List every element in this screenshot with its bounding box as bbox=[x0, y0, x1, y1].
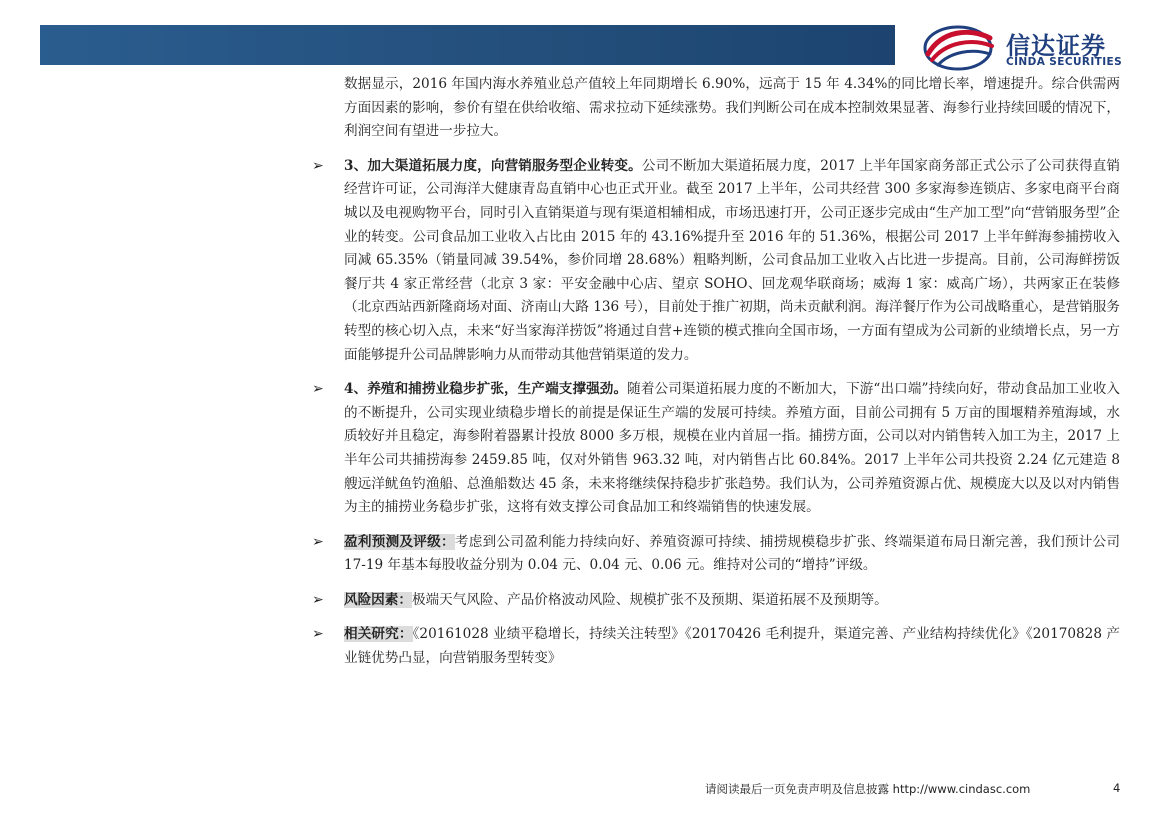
report-body bbox=[312, 73, 1120, 682]
section-title: 盈利预测及评级： bbox=[344, 533, 455, 550]
cinda-logo bbox=[920, 20, 1150, 74]
section-body: 公司不断加大渠道拓展力度，2017 上半年国家商务部正式公示了公司获得直销经营许可证，公司海洋大健康青岛直销中心也正式开业。截至 2017 上半年，公司共经营 300 多家海参连锁店、多家电商平台商城以及电视购物平台，同时引入直销渠道与现有渠道相辅相成，市场迅速打开，公司正逐步完成由“生产加工型”向“营销服务型”企业的转变。公司食品加工业收入占比由 2015 年的 43.16%提升至 2016 年的 51.36%，根据公司 2017 上半年鲜海参捕捞收入同减 65.35%（销量同减 39.54%，参价同增 28.68%）粗略判断，公司食品加工业收入占比进一步提高。目前，公司海鲜捞饭餐厅共 4 家正常经营（北京 3 家：平安金融中心店、望京 SOHO、回龙观华联商场；威海 1 家：威高广场），共两家正在装修（北京西站西新隆商场对面、济南山大路 136 号），目前处于推广初期，尚未贡献利润。海洋餐厅作为公司战略重心，是营销服务转型的核心切入点，未来“好当家海洋捞饭”将通过自营+连锁的模式推向全国市场，一方面有望成为公司新的业绩增长点，另一方面能够提升公司品牌影响力从而带动其他营销渠道的发力。 bbox=[344, 157, 1120, 363]
bullet-arrow-icon: ➢ bbox=[312, 626, 324, 643]
bullet-arrow-icon: ➢ bbox=[312, 381, 324, 398]
cinda-logo-icon bbox=[920, 20, 1000, 74]
header-bar bbox=[40, 25, 895, 65]
section-aquaculture-fishing bbox=[312, 378, 1120, 520]
intro-paragraph: 数据显示，2016 年国内海水养殖业总产值较上年同期增长 6.90%，远高于 15 年 4.34%的同比增长率，增速提升。综合供需两方面因素的影响，参价有望在供给收缩、需求拉动下延续涨势。我们判断公司在成本控制效果显著、海参行业持续回暖的情况下，利润空间有望进一步拉大。 bbox=[344, 76, 1120, 140]
logo-chinese-name: 信达证券 bbox=[1006, 32, 1106, 60]
bullet-arrow-icon: ➢ bbox=[312, 157, 324, 174]
section-related-research bbox=[312, 623, 1120, 670]
logo-english-name: CINDA SECURITIES bbox=[1006, 56, 1123, 68]
section-risk-factors bbox=[312, 589, 1120, 613]
section-title: 相关研究： bbox=[344, 626, 413, 643]
section-title: 4、养殖和捕捞业稳步扩张，生产端支撑强劲。 bbox=[344, 381, 628, 398]
section-body: 考虑到公司盈利能力持续向好、养殖资源可持续、捕捞规模稳步扩张、终端渠道布局日渐完善，我们预计公司 17-19 年基本每股收益分别为 0.04 元、0.04 元、0.06 元。维持对公司的“增持”评级。 bbox=[344, 533, 1121, 574]
bullet-arrow-icon: ➢ bbox=[312, 591, 324, 608]
section-body: 随着公司渠道拓展力度的不断加大，下游“出口端”持续向好，带动食品加工业收入的不断提升，公司实现业绩稳步增长的前提是保证生产端的发展可持续。养殖方面，目前公司拥有 5 万亩的围堰精养殖海域，水质较好并且稳定，海参附着器累计投放 8000 多万根，规模在业内首屈一指。捕捞方面，公司以对内销售转入加工为主，2017 上半年公司共捕捞海参 2459.85 吨，仅对外销售 963.32 吨，对内销售占比 60.84%。2017 上半年公司共投资 2.24 亿元建造 8 艘远洋鱿鱼钓渔船、总渔船数达 45 条，未来将继续保持稳步扩张趋势。我们认为，公司养殖资源占优、规模庞大以及以对内销售为主的捕捞业务稳步扩张，这将有效支撑公司食品加工和终端销售的快速发展。 bbox=[344, 381, 1120, 516]
section-title: 3、加大渠道拓展力度，向营销服务型企业转变。 bbox=[344, 157, 642, 174]
section-body: 《20161028 业绩平稳增长，持续关注转型》《20170426 毛利提升，渠道完善、产业结构持续优化》《20170828 产业链优势凸显，向营销服务型转变》 bbox=[344, 626, 1120, 667]
section-channel-expansion bbox=[312, 155, 1120, 367]
footer-disclaimer: 请阅读最后一页免责声明及信息披露 http://www.cindasc.com bbox=[705, 782, 1031, 796]
section-body: 极端天气风险、产品价格波动风险、规模扩张不及预期、渠道拓展不及预期等。 bbox=[411, 591, 888, 608]
bullet-arrow-icon: ➢ bbox=[312, 533, 324, 550]
page-number: 4 bbox=[1113, 781, 1121, 795]
section-forecast-rating bbox=[312, 531, 1120, 578]
section-title: 风险因素： bbox=[344, 591, 412, 608]
